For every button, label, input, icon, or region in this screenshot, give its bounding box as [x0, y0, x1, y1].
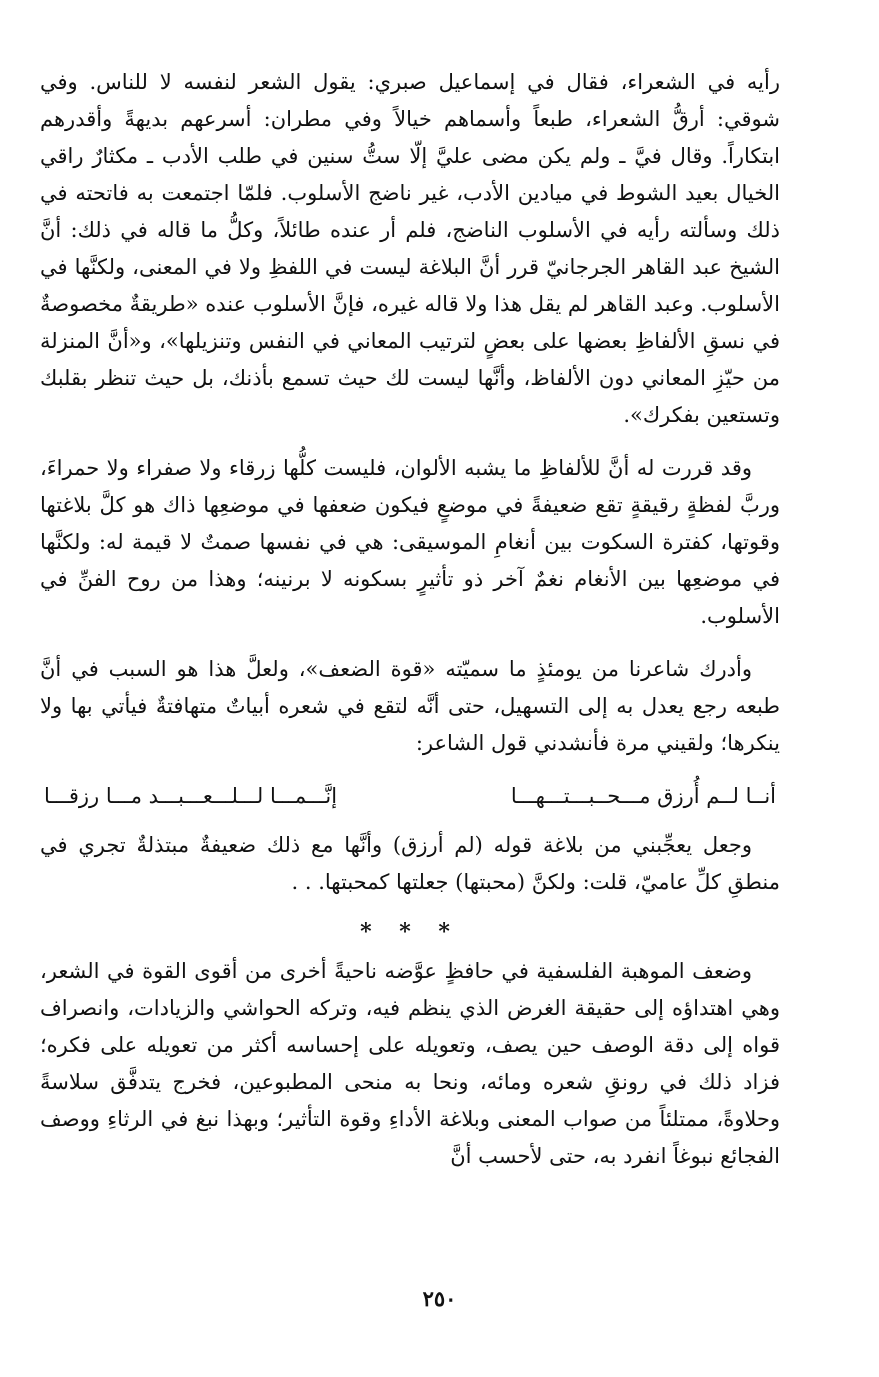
paragraph-3: وأدرك شاعرنا من يومئذٍ ما سميّته «قوة الضعف»، ولعلَّ هذا هو السبب في أنَّ طبعه رجع يعدل به إلى التسهيل، حتى أنَّه لتقع في شعره أبياتٌ متهافتةٌ فيأتي بها ولا ينكرها؛ ولقيني مرة فأنشدني قول الشاعر: [40, 657, 780, 755]
page-body [40, 64, 780, 1191]
section-separator: * * * [360, 919, 460, 945]
paragraph-1: رأيه في الشعراء، فقال في إسماعيل صبري: يقول الشعر لنفسه لا للناس. وفي شوقي: أرقُّ الشعراء، طبعاً وأسماهم خيالاً وفي مطران: أسرعهم بديهةً وأقدرهم ابتكاراً. وقال فيَّ ـ ولم يكن مضى عليَّ إلّا ستُّ سنين في طلب الأدب ـ مكثارٌ راقي الخيال بعيد الشوط في ميادين الأدب، غير ناضج الأسلوب. فلمّا اجتمعت به فاتحته في ذلك وسألته رأيه في الأسلوب الناضج، فلم أر عنده طائلاً، وكلُّ ما قاله في ذلك: أنَّ الشيخ عبد القاهر الجرجانيّ قرر أنَّ البلاغة ليست في اللفظِ ولا في المعنى، ولكنَّها في الأسلوب. وعبد القاهر لم يقل هذا ولا قاله غيره، فإنَّ الأسلوب عنده «طريقةٌ مخصوصةٌ في نسقِ الألفاظِ بعضها على بعضٍ لترتيب المعاني في النفس وتنزيلها»، و«أنَّ المنزلة من حيّزِ المعاني دون الألفاظ، وأنَّها ليست لك حيث تسمع بأذنك، بل حيث تنظر بقلبك وتستعين بفكرك». [40, 70, 780, 427]
verse-first-hemistich: أنــا لــم أُرزق مـــحــبـــتـــهـــا [510, 784, 776, 808]
paragraph-5: وضعف الموهبة الفلسفية في حافظٍ عوَّضه ناحيةً أخرى من أقوى القوة في الشعر، وهي اهتداؤه إلى حقيقة الغرض الذي ينظم فيه، وتركه الحواشي والزيادات، وانصراف قواه إلى دقة الوصف حين يصف، وتعويله على إحساسه أكثر من تعويله على فكره؛ فزاد ذلك في رونقِ شعره ومائه، ونحا به منحى المطبوعين، فخرج يتدفَّق سلاسةً وحلاوةً، ممتلئاً من صواب المعنى وبلاغة الأداءِ وقوة التأثير؛ وبهذا نبغ في الرثاءِ ووصف الفجائع نبوغاً انفرد به، حتى لأحسب أنَّ [40, 959, 780, 1168]
verse-second-hemistich: إنَّـــمـــا لـــلـــعـــبـــد مـــا رزقـــا [44, 784, 338, 808]
paragraph-2: وقد قررت له أنَّ للألفاظِ ما يشبه الألوان، فليست كلُّها زرقاء ولا صفراء ولا حمراءَ، وربَّ لفظةٍ رقيقةٍ تقع ضعيفةً في موضعٍ فيكون ضعفها في موضعِها ذاك هو كلَّ بلاغتها وقوتها، كفترة السكوت بين أنغامِ الموسيقى: هي في نفسها صمتٌ لا قيمة له: ولكنَّها في موضعِها بين الأنغام نغمٌ آخر ذو تأثيرٍ بسكونه لا برنينه؛ وهذا من روح الفنِّ في الأسلوب. [40, 456, 780, 628]
page-number: ٢٥٠ [422, 1286, 457, 1311]
paragraph-4: وجعل يعجِّبني من بلاغة قوله (لم أرزق) وأنَّها مع ذلك ضعيفةٌ مبتذلةٌ تجري في منطقِ كلِّ عاميّ، قلت: ولكنَّ (محبتها) جعلتها كمحبتها. . . [40, 833, 780, 894]
poem-verse [40, 778, 780, 815]
